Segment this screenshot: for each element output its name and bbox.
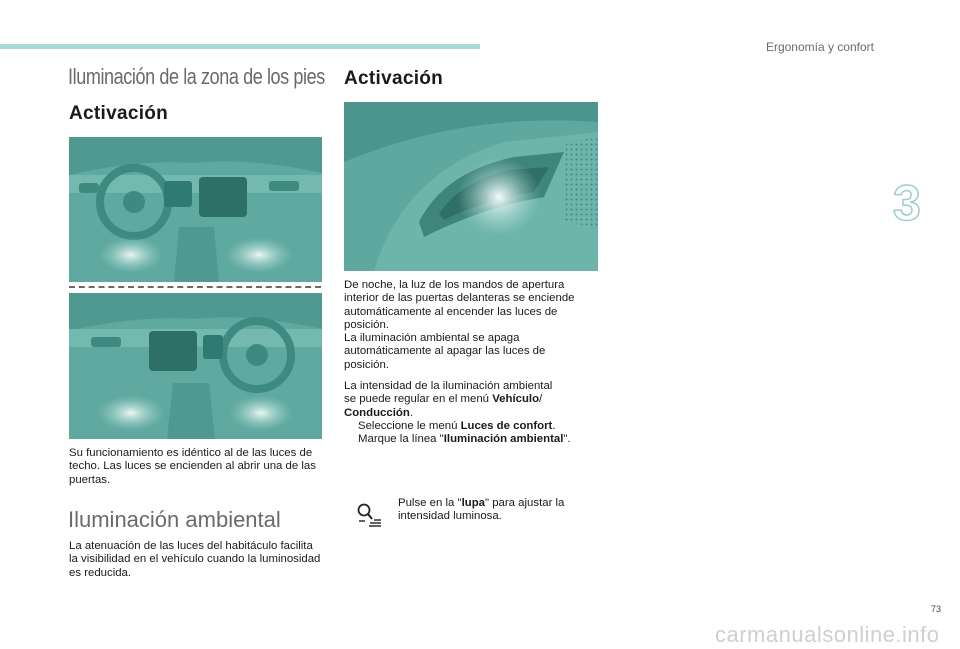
p1-line: De noche, la luz de los mandos de apertura — [344, 279, 565, 291]
section-header: Ergonomía y confort — [765, 40, 874, 54]
photo-separator — [69, 286, 321, 288]
footwell-photo-rhd — [69, 293, 322, 439]
p2-slash: / — [539, 393, 543, 406]
bullet-item — [344, 433, 604, 446]
right-paragraph-2 — [344, 380, 604, 446]
magnifier-list-icon — [356, 502, 382, 528]
p2-line: La intensidad de la iluminación ambiental — [344, 380, 553, 392]
tip-lupa: lupa — [461, 497, 485, 509]
page-number: 73 — [931, 604, 942, 614]
p2-line — [344, 393, 604, 406]
p1-line: La iluminación ambiental se apaga — [344, 332, 520, 345]
bullet1-text: Seleccione le menú — [358, 419, 461, 432]
bullet2-end: ". — [563, 433, 571, 446]
left-body-text: Su funcionamiento es idéntico al de las luces de techo. Las luces se encienden al abrir una de las puertas. — [69, 447, 316, 486]
bullet-item — [344, 420, 604, 433]
p2-dot: . — [409, 406, 413, 419]
bullet2-text: Marque la línea " — [358, 433, 444, 446]
p1-line: posición. — [344, 318, 389, 331]
right-paragraph-1 — [344, 279, 604, 372]
p1-line: interior de las puertas delanteras se enciende — [344, 292, 575, 305]
bullet1-menu: Luces de confort — [460, 419, 553, 432]
p2-line — [344, 407, 604, 420]
right-heading: Activación — [344, 68, 444, 89]
menu-conduccion: Conducción — [344, 406, 410, 419]
top-accent-bar — [0, 44, 480, 49]
footwell-photo-lhd — [69, 137, 322, 282]
tip-text — [398, 497, 598, 524]
p1-line: automáticamente al encender las luces de — [344, 305, 558, 318]
bullet2-option: Iluminación ambiental — [443, 433, 564, 446]
bullet1-end: . — [552, 419, 556, 432]
chapter-number: 3 — [893, 175, 921, 231]
dashboard-illustration — [69, 137, 322, 282]
menu-vehiculo: Vehículo — [492, 393, 540, 406]
ambient-body-text: La atenuación de las luces del habitáculo facilita la visibilidad en el vehículo cuando la luminosidad es reducida. — [69, 540, 321, 579]
left-heading: Activación — [69, 103, 169, 124]
watermark: carmanualsonline.info — [715, 622, 940, 647]
door-handle-illustration — [344, 102, 598, 271]
p1-line: automáticamente al apagar las luces de — [344, 345, 546, 358]
tip-line — [398, 497, 598, 510]
tip-line: intensidad luminosa. — [398, 510, 502, 523]
section-title: Iluminación de la zona de los pies — [68, 64, 325, 89]
door-handle-photo — [344, 102, 598, 271]
dashboard-illustration — [69, 293, 322, 439]
ambient-title: Iluminación ambiental — [68, 507, 281, 532]
tip-pre: Pulse en la " — [398, 497, 462, 509]
p1-line: posición. — [344, 358, 389, 371]
p2-text: se puede regular en el menú — [344, 393, 493, 406]
tip-post: " para ajustar la — [485, 497, 565, 509]
